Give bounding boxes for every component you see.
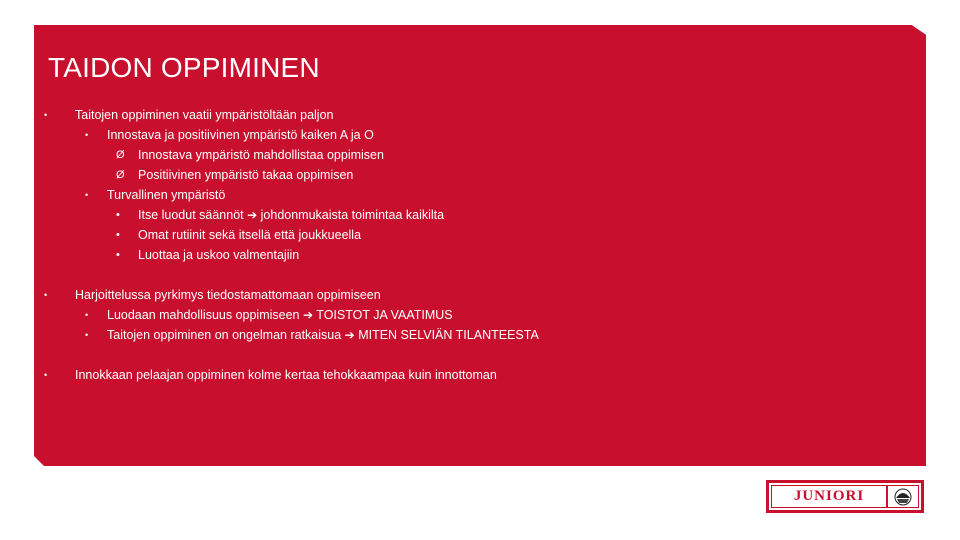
bullet-text bbox=[107, 325, 539, 345]
bullet-item bbox=[44, 365, 904, 385]
bullet-marker: • bbox=[116, 209, 120, 221]
bullet-text: Harjoittelussa pyrkimys tiedostamattomaan oppimiseen bbox=[75, 288, 381, 302]
arrow-bullet-icon: Ø bbox=[116, 149, 125, 161]
text-after: MITEN SELVIÄN TILANTEESTA bbox=[354, 328, 539, 342]
bullet-item bbox=[44, 305, 904, 325]
logo-frame bbox=[771, 485, 919, 508]
bullet-marker: • bbox=[44, 370, 48, 380]
bullet-item bbox=[44, 125, 904, 145]
text-before: Itse luodut säännöt bbox=[138, 208, 248, 222]
bullet-text: Luottaa ja uskoo valmentajiin bbox=[138, 248, 300, 262]
logo-wordmark: JUNIORI bbox=[793, 488, 865, 504]
bullet-marker: • bbox=[85, 330, 89, 340]
right-arrow-icon: ➔ bbox=[247, 208, 258, 222]
bullet-text: Innostava ja positiivinen ympäristö kaiken A ja O bbox=[107, 128, 374, 142]
bullet-marker: • bbox=[44, 110, 48, 120]
slide-title: TAIDON OPPIMINEN bbox=[48, 52, 320, 83]
bullet-marker: • bbox=[85, 130, 89, 140]
spacer bbox=[44, 345, 904, 365]
bullet-marker: • bbox=[116, 229, 120, 241]
bullet-item bbox=[44, 285, 904, 305]
bullet-item bbox=[44, 325, 904, 345]
arrow-bullet-icon: Ø bbox=[116, 169, 125, 181]
bullet-item bbox=[44, 225, 904, 245]
bullet-item bbox=[44, 165, 904, 185]
bullet-marker: • bbox=[85, 310, 89, 320]
bullet-item bbox=[44, 105, 904, 125]
bullet-text bbox=[138, 205, 444, 225]
bullet-text: Taitojen oppiminen vaatii ympäristöltään paljon bbox=[75, 108, 334, 122]
bullet-text: Innokkaan pelaajan oppiminen kolme kertaa tehokkaampaa kuin innottoman bbox=[75, 368, 497, 382]
text-before: Luodaan mahdollisuus oppimiseen bbox=[107, 308, 303, 322]
text-after: johdonmukaista toimintaa kaikilta bbox=[257, 208, 445, 222]
bullet-marker: • bbox=[44, 290, 48, 300]
bullet-list bbox=[44, 105, 904, 385]
helmet-icon bbox=[888, 486, 918, 507]
bullet-item bbox=[44, 245, 904, 265]
bullet-text bbox=[107, 305, 453, 325]
bullet-item bbox=[44, 185, 904, 205]
bullet-text: Positiivinen ympäristö takaa oppimisen bbox=[138, 168, 354, 182]
bullet-marker: • bbox=[85, 190, 89, 200]
juniori-logo bbox=[766, 480, 924, 513]
spacer bbox=[44, 265, 904, 285]
right-arrow-icon: ➔ bbox=[344, 328, 355, 342]
right-arrow-icon: ➔ bbox=[302, 308, 314, 322]
bullet-text: Omat rutiinit sekä itsellä että joukkueella bbox=[138, 228, 362, 242]
bullet-item bbox=[44, 205, 904, 225]
text-before: Taitojen oppiminen on ongelman ratkaisua bbox=[107, 328, 345, 342]
bullet-marker: • bbox=[116, 249, 120, 261]
text-after: TOISTOT JA VAATIMUS bbox=[313, 308, 453, 322]
bullet-item bbox=[44, 145, 904, 165]
bullet-text: Innostava ympäristö mahdollistaa oppimisen bbox=[138, 148, 384, 162]
bullet-text: Turvallinen ympäristö bbox=[107, 188, 226, 202]
